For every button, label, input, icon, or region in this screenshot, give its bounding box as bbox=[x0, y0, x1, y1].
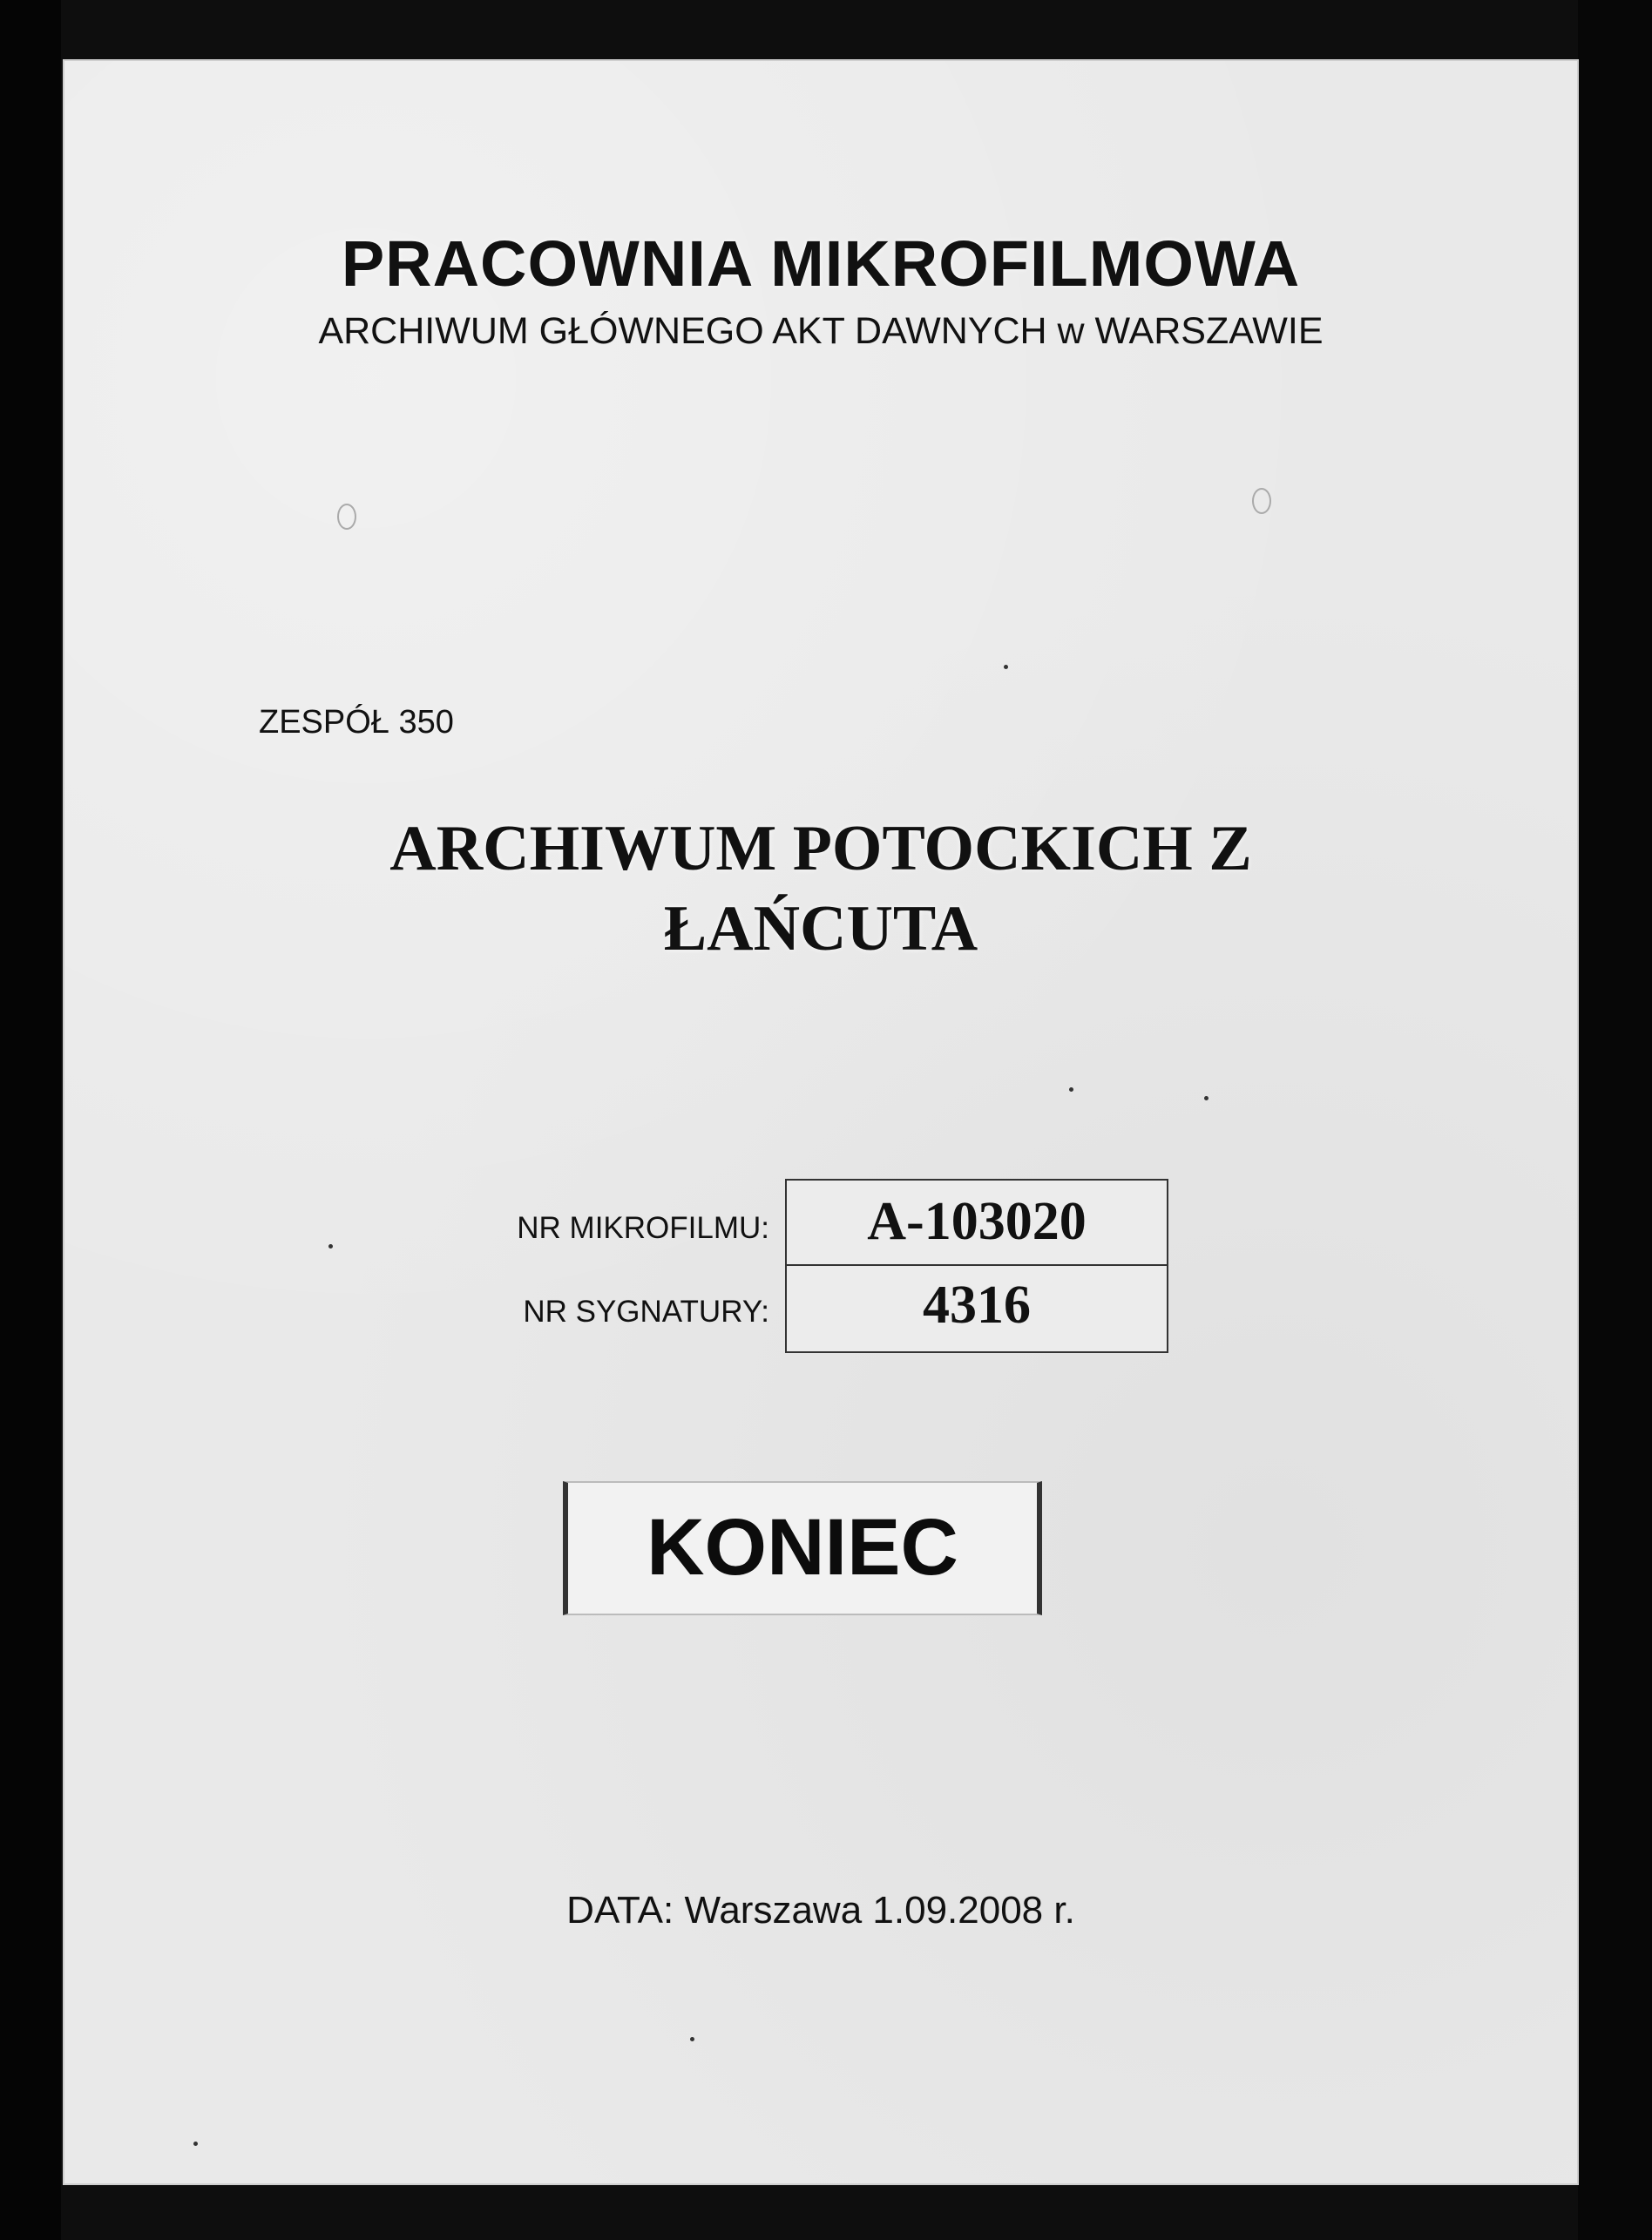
fond-number: ZESPÓŁ 350 bbox=[259, 704, 454, 741]
speck-mark bbox=[690, 2037, 694, 2041]
header-title: PRACOWNIA MIKROFILMOWA bbox=[341, 227, 1301, 300]
film-edge-right bbox=[1578, 0, 1652, 2240]
speck-mark bbox=[193, 2142, 198, 2146]
speck-mark bbox=[1204, 1096, 1209, 1100]
microfilm-label: NR MIKROFILMU: bbox=[517, 1211, 769, 1245]
fond-title-line2: ŁAŃCUTA bbox=[663, 893, 978, 964]
end-stamp bbox=[563, 1481, 1042, 1615]
signature-number: 4316 bbox=[923, 1276, 1031, 1335]
date-line: DATA: Warszawa 1.09.2008 r. bbox=[566, 1889, 1075, 1932]
punch-hole-mark bbox=[1252, 488, 1271, 514]
speck-mark bbox=[1004, 665, 1008, 669]
metadata-table bbox=[785, 1179, 1168, 1353]
microfilm-number: A-103020 bbox=[867, 1192, 1087, 1251]
signature-label: NR SYGNATURY: bbox=[523, 1295, 769, 1329]
speck-mark bbox=[1069, 1087, 1073, 1092]
header-subtitle: ARCHIWUM GŁÓWNEGO AKT DAWNYCH w WARSZAWIE bbox=[318, 310, 1324, 352]
punch-hole-mark bbox=[337, 504, 356, 530]
speck-mark bbox=[328, 1244, 333, 1249]
document-sheet bbox=[63, 59, 1579, 2185]
fond-title bbox=[63, 809, 1579, 969]
film-edge-left bbox=[0, 0, 61, 2240]
end-label: KONIEC bbox=[647, 1503, 958, 1592]
table-divider bbox=[787, 1264, 1167, 1266]
fond-title-line1: ARCHIWUM POTOCKICH Z bbox=[389, 813, 1252, 884]
